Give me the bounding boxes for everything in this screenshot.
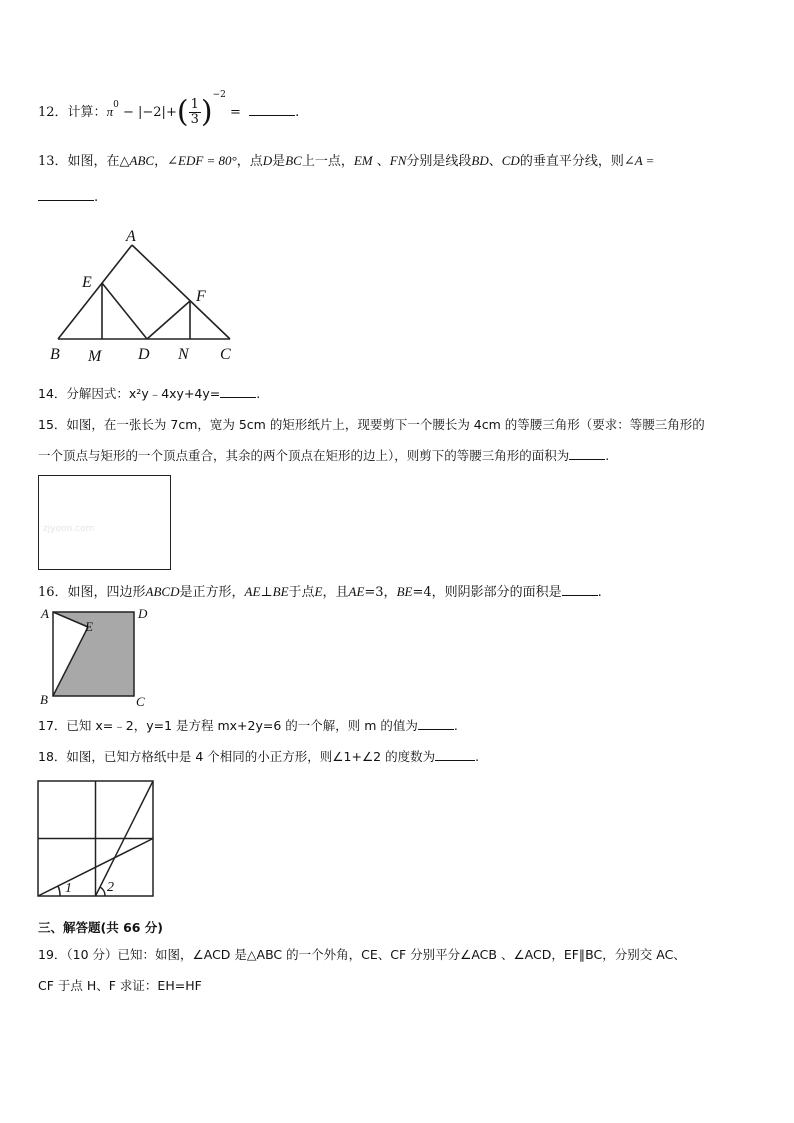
section-3-title: 三、解答题(共 66 分) <box>38 920 164 935</box>
fraction-one-third: $\frac{1}{3}$ <box>190 97 199 127</box>
figure-15-rectangle <box>38 475 171 570</box>
question-13: 13．如图，在△ABC，∠EDF = 80°，点D是BC上一点，EM 、FN分别是线段BD、CD的垂直平分线，则∠A = <box>38 153 655 169</box>
answer-blank-18[interactable] <box>435 748 475 761</box>
question-15-line-1: 15．如图，在一张长为 7cm，宽为 5cm 的矩形纸片上，现要剪下一个腰长为 4cm 的等腰三角形（要求：等腰三角形的 <box>38 417 705 432</box>
answer-blank-17[interactable] <box>418 717 454 730</box>
watermark: zjyoon.com <box>43 524 95 534</box>
figure-16-square <box>38 604 158 710</box>
label-A: A <box>41 606 49 621</box>
question-19-line-1: 19．（10 分）已知：如图，∠ACD 是△ABC 的一个外角，CE、CF 分别平分∠ACB 、∠ACD，EF∥BC，分别交 AC、 <box>38 947 686 962</box>
label-C: C <box>220 346 231 363</box>
label-E: E <box>85 619 93 634</box>
question-18: 18．如图，已知方格纸中是 4 个相同的小正方形，则∠1+∠2 的度数为 . <box>38 749 480 764</box>
label-F: F <box>196 288 206 305</box>
answer-blank-15[interactable] <box>569 447 605 460</box>
question-19-line-2: CF 于点 H、F 求证：EH=HF <box>38 978 202 993</box>
label-E: E <box>82 274 92 291</box>
figure-18-grid <box>36 779 158 901</box>
label-N: N <box>178 346 189 363</box>
answer-blank-14[interactable] <box>220 385 256 398</box>
angle-label-1: 1 <box>65 881 72 896</box>
label-A: A <box>126 228 136 245</box>
angle-label-2: 2 <box>107 880 114 895</box>
label-C: C <box>136 694 145 709</box>
question-16: 16．如图，四边形ABCD是正方形，AE⊥BE于点E，且AE=3，BE=4，则阴影部分的面积是 . <box>38 584 602 600</box>
question-13-blank-line: . <box>38 188 98 207</box>
label-B: B <box>40 692 48 707</box>
question-12: 12．计算：$\pi^0 - |-2|+$( $\frac{1}{3}$ )$^{-2}$ = . <box>38 89 300 130</box>
question-15-line-2: 一个顶点与矩形的一个顶点重合，其余的两个顶点在矩形的边上），则剪下的等腰三角形的面积为 . <box>38 448 610 463</box>
question-17: 17．已知 x=﹣2，y=1 是方程 mx+2y=6 的一个解，则 m 的值为 . <box>38 718 458 733</box>
label-D: D <box>138 606 148 621</box>
question-14: 14．分解因式：x²y﹣4xy+4y= . <box>38 386 261 401</box>
answer-blank-13[interactable] <box>38 188 94 201</box>
label-M: M <box>88 348 102 365</box>
figure-13-triangle <box>40 225 250 365</box>
label-D: D <box>138 346 150 363</box>
label-B: B <box>50 346 60 363</box>
answer-blank-12[interactable] <box>249 103 295 116</box>
answer-blank-16[interactable] <box>562 583 598 596</box>
